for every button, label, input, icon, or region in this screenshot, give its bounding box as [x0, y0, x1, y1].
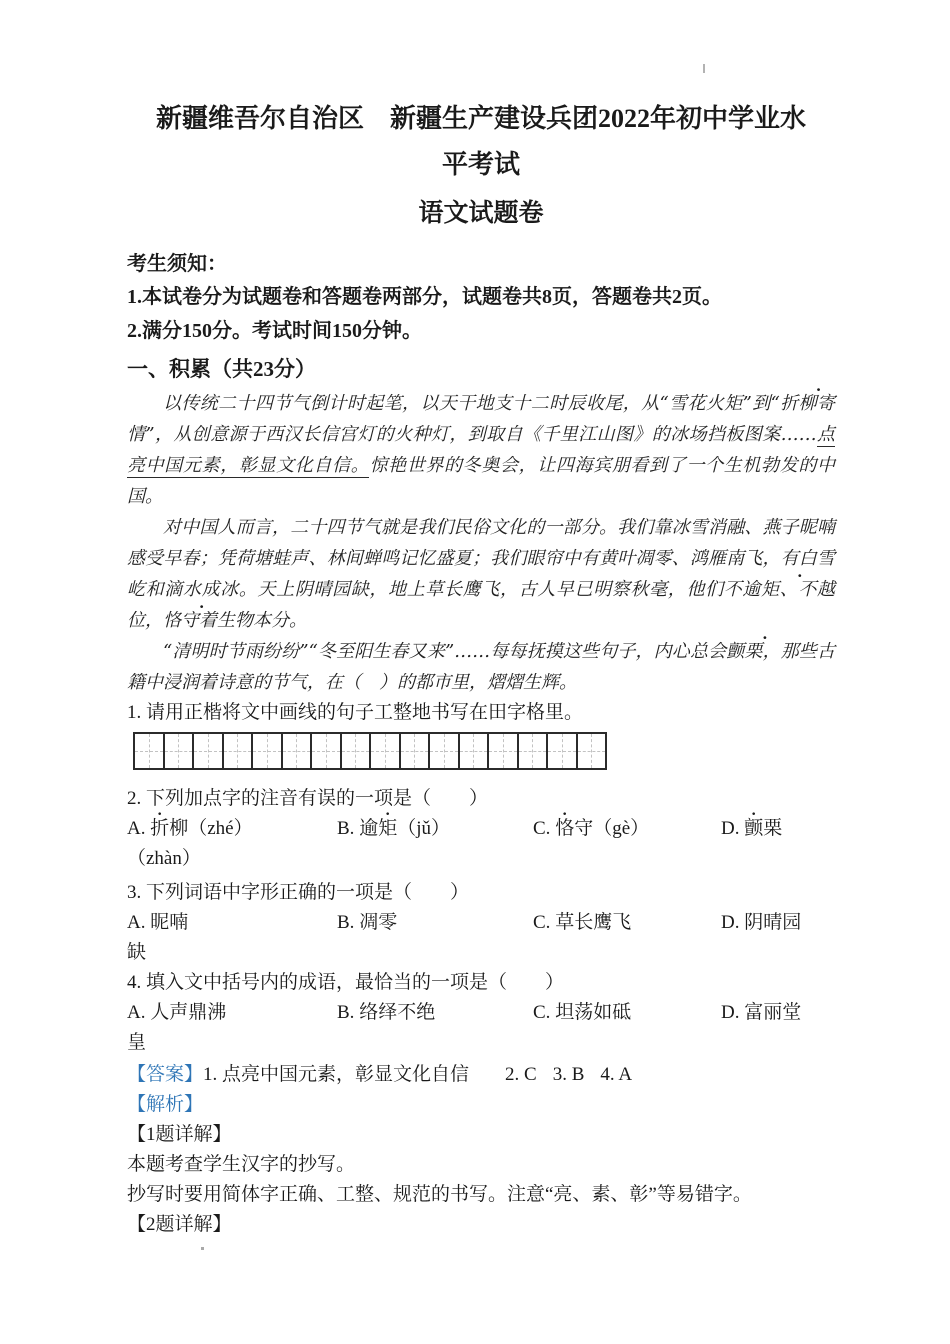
- grid-cell: [548, 734, 578, 768]
- answer-item-2: 2. C: [505, 1064, 537, 1085]
- option-c: [533, 998, 721, 1028]
- section-heading-accumulation: 一、积累（共23分）: [127, 357, 316, 381]
- option-text: 凋零: [359, 912, 398, 933]
- question-3-stem: 3. 下列词语中字形正确的一项是（ ）: [127, 882, 470, 903]
- grid-cell: [135, 734, 165, 768]
- grid-cell: [519, 734, 549, 768]
- analysis-detail-1-heading: 【1题详解】: [127, 1124, 232, 1145]
- option-text: 坦荡如砥: [555, 1002, 632, 1023]
- question-4-option-d-continuation: 皇: [127, 1032, 147, 1053]
- analysis-detail-2-heading: 【2题详解】: [127, 1214, 232, 1235]
- option-label: A.: [127, 1002, 151, 1023]
- grid-cell: [283, 734, 313, 768]
- tianzige-writing-grid: [133, 732, 607, 770]
- answer-item-3: 3. B: [552, 1064, 585, 1085]
- passage-paragraph-1: 以传统二十四节气倒计时起笔，以天干地支十二时辰收尾，从“雪花火矩”到“折柳寄情”，从创意源于西汉长信宫灯的火种灯，到取自《千里江山图》的冰场挡板图案……点亮中国元素，彰显文化自信。惊艳世界的冬奥会，让四海宾朋看到了一个生机勃发的中国。: [127, 393, 836, 507]
- option-a: [127, 814, 337, 844]
- option-b: [337, 908, 533, 938]
- analysis-detail-1-line-2: 抄写时要用简体字正确、工整、规范的书写。注意“亮、素、彰”等易错字。: [127, 1184, 752, 1205]
- page-title-line-1: 新疆维吾尔自治区 新疆生产建设兵团2022年初中学业水: [155, 104, 806, 133]
- option-label: A.: [127, 818, 151, 839]
- grid-cell: [578, 734, 606, 768]
- question-2-stem: 2. 下列加点字的注音有误的一项是（ ）: [127, 788, 489, 809]
- grid-cell: [401, 734, 431, 768]
- question-3-option-d-continuation: 缺: [127, 942, 147, 963]
- option-c: [533, 814, 721, 844]
- answer-label: 【答案】: [127, 1064, 204, 1085]
- grid-cell: [430, 734, 460, 768]
- passage-paragraph-2: 对中国人而言，二十四节气就是我们民俗文化的一部分。我们靠冰雪消融、燕子昵喃感受早春；凭荷塘蛙声、林间蝉鸣记忆盛夏；我们眼帘中有黄叶凋零、鸿雁南飞，有白雪屹和滴水成冰。天上阴晴园缺，地上草长鹰飞，古人早已明察秋毫，他们不逾矩、不越位，恪守着生物本分。: [127, 517, 836, 631]
- option-text: 折柳（zhé）: [150, 818, 253, 839]
- option-label: D.: [721, 818, 745, 839]
- analysis-detail-1-line-1: 本题考查学生汉字的抄写。: [127, 1154, 356, 1175]
- stray-scan-dot: [201, 1247, 204, 1250]
- paper-subtitle: 语文试题卷: [418, 200, 544, 227]
- option-text: 逾矩（jǔ）: [359, 818, 450, 839]
- notice-item-1: 1.本试卷分为试题卷和答题卷两部分，试题卷共8页，答题卷共2页。: [127, 286, 722, 308]
- option-label: C.: [533, 912, 556, 933]
- option-text: 恪守（gè）: [555, 818, 650, 839]
- grid-cell: [371, 734, 401, 768]
- option-label: B.: [337, 818, 360, 839]
- option-label: D.: [721, 912, 745, 933]
- option-label: B.: [337, 1002, 360, 1023]
- option-label: C.: [533, 818, 556, 839]
- option-label: A.: [127, 912, 151, 933]
- notice-heading: 考生须知：: [127, 253, 227, 275]
- question-3-options: [127, 908, 835, 938]
- option-text: 草长鹰飞: [555, 912, 632, 933]
- option-text: 昵喃: [150, 912, 189, 933]
- option-text: 阴晴园: [744, 912, 802, 933]
- option-text: 络绎不绝: [359, 1002, 436, 1023]
- grid-cell: [165, 734, 195, 768]
- notice-item-2: 2.满分150分。考试时间150分钟。: [127, 320, 422, 342]
- question-1-stem: 1. 请用正楷将文中画线的句子工整地书写在田字格里。: [127, 702, 584, 723]
- option-b: [337, 814, 533, 844]
- grid-cell: [489, 734, 519, 768]
- option-text: 颤栗: [744, 818, 783, 839]
- grid-cell: [312, 734, 342, 768]
- grid-cell: [342, 734, 372, 768]
- option-label: B.: [337, 912, 360, 933]
- analysis-label: 【解析】: [127, 1094, 204, 1115]
- question-2-option-d-continuation: （zhàn）: [127, 848, 201, 869]
- option-a: [127, 908, 337, 938]
- option-c: [533, 908, 721, 938]
- option-text: 富丽堂: [744, 1002, 802, 1023]
- option-d: [721, 998, 835, 1028]
- page-title-line-2: 平考试: [441, 150, 520, 179]
- grid-cell: [224, 734, 254, 768]
- passage-paragraph-3: “清明时节雨纷纷”“冬至阳生春又来”……每每抚摸这些句子，内心总会颤栗，那些古籍中浸润着诗意的节气，在（ ）的都市里，熠熠生辉。: [127, 641, 836, 693]
- option-d: [721, 908, 835, 938]
- grid-cell: [194, 734, 224, 768]
- option-a: [127, 998, 337, 1028]
- option-b: [337, 998, 533, 1028]
- answer-line: [127, 1060, 835, 1090]
- option-text: 人声鼎沸: [150, 1002, 227, 1023]
- answer-item-4: 4. A: [600, 1064, 633, 1085]
- grid-cell: [253, 734, 283, 768]
- document-content: [127, 0, 835, 1240]
- option-d: [721, 814, 835, 844]
- question-2-options: [127, 814, 835, 844]
- option-label: D.: [721, 1002, 745, 1023]
- option-label: C.: [533, 1002, 556, 1023]
- answer-item-1: 1. 点亮中国元素，彰显文化自信: [203, 1064, 470, 1085]
- question-4-stem: 4. 填入文中括号内的成语，最恰当的一项是（ ）: [127, 972, 565, 993]
- reading-passage: [127, 388, 835, 698]
- question-4-options: [127, 998, 835, 1028]
- grid-cell: [460, 734, 490, 768]
